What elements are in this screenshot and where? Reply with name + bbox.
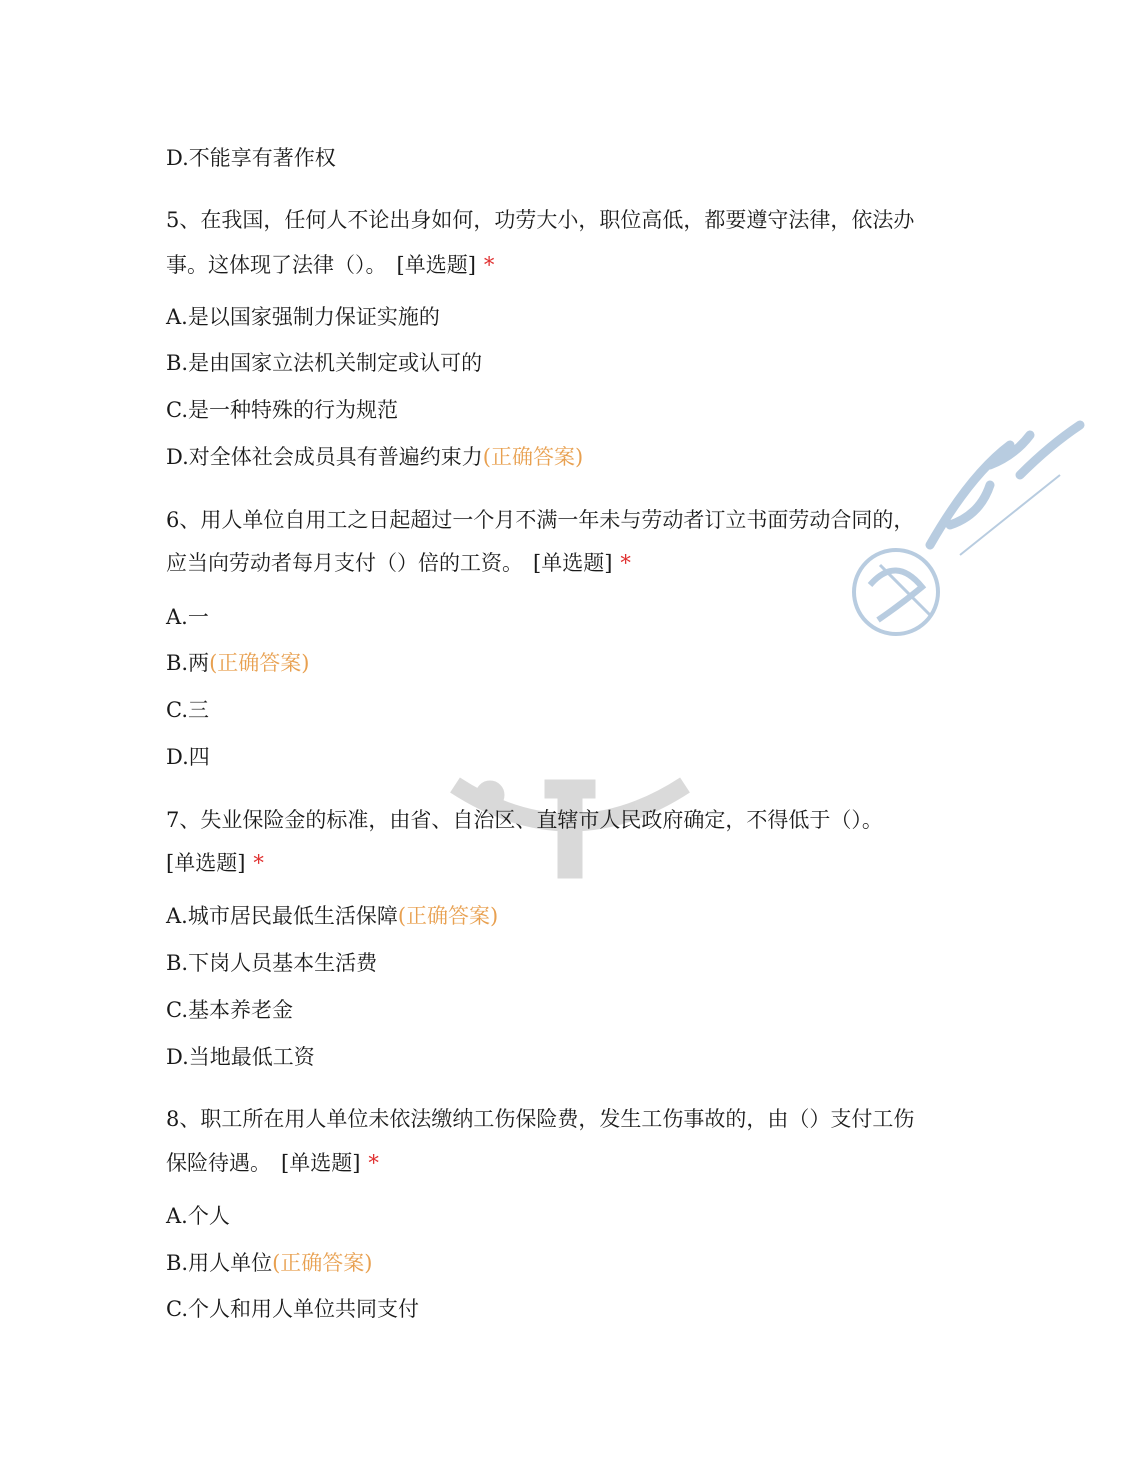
question-line <box>166 1153 379 1174</box>
line-text: 保险待遇。 <box>166 1151 271 1175</box>
line-text: D.对全体社会成员具有普遍约束力 <box>166 445 483 469</box>
text-line <box>166 810 883 831</box>
line-text: D.四 <box>166 745 210 769</box>
line-text: A.是以国家强制力保证实施的 <box>166 305 440 329</box>
question-type-tag: [单选题] <box>166 851 246 875</box>
correct-answer-label: (正确答案) <box>482 445 584 469</box>
text-line <box>166 400 398 421</box>
correct-answer-label: (正确答案) <box>209 651 310 675</box>
text-line <box>166 353 482 374</box>
question-line <box>166 853 264 874</box>
line-text: 5、在我国，任何人不论出身如何，功劳大小，职位高低，都要遵守法律，依法办 <box>166 208 915 232</box>
text-line <box>166 1047 315 1068</box>
required-star: * <box>483 253 495 277</box>
correct-answer-label: (正确答案) <box>397 904 499 928</box>
line-text: 6、用人单位自用工之日起超过一个月不满一年未与劳动者订立书面劳动合同的， <box>166 508 915 532</box>
option-line-correct <box>166 447 583 468</box>
text-line <box>166 607 209 628</box>
text-line <box>166 1206 230 1227</box>
line-text: C.是一种特殊的行为规范 <box>166 398 398 422</box>
line-text: 7、失业保险金的标准，由省、自治区、直辖市人民政府确定，不得低于（）。 <box>166 808 883 832</box>
text-line <box>166 510 914 531</box>
line-text: C.个人和用人单位共同支付 <box>166 1297 419 1321</box>
option-line-correct <box>166 906 498 927</box>
text-line <box>166 307 440 328</box>
question-line <box>166 553 631 574</box>
text-line <box>166 700 209 721</box>
text-line <box>166 1299 419 1320</box>
line-text: C.基本养老金 <box>166 998 293 1022</box>
text-line <box>166 210 914 231</box>
correct-answer-label: (正确答案) <box>272 1251 373 1275</box>
question-type-tag: [单选题] <box>396 253 476 277</box>
line-text: A.一 <box>166 605 209 629</box>
line-text: B.是由国家立法机关制定或认可的 <box>166 351 483 375</box>
line-text: A.城市居民最低生活保障 <box>166 904 398 928</box>
option-line-correct <box>166 1253 373 1274</box>
line-text: B.用人单位 <box>166 1251 273 1275</box>
line-text: A.个人 <box>166 1204 230 1228</box>
line-text: 应当向劳动者每月支付（）倍的工资。 <box>166 551 523 575</box>
line-text: B.下岗人员基本生活费 <box>166 951 378 975</box>
line-text: D.当地最低工资 <box>166 1045 315 1069</box>
required-star: * <box>368 1151 379 1175</box>
required-star: * <box>620 551 631 575</box>
option-line-correct <box>166 653 310 674</box>
text-line <box>166 148 336 169</box>
line-text: C.三 <box>166 698 209 722</box>
text-line <box>166 953 377 974</box>
line-text: D.不能享有著作权 <box>166 146 336 170</box>
text-line <box>166 1000 293 1021</box>
question-type-tag: [单选题] <box>533 551 613 575</box>
line-text: 事。这体现了法律（）。 <box>166 253 387 277</box>
required-star: * <box>253 851 264 875</box>
line-text: 8、职工所在用人单位未依法缴纳工伤保险费，发生工伤事故的，由（）支付工伤 <box>166 1107 915 1131</box>
text-line <box>166 1109 914 1130</box>
question-line <box>166 255 494 276</box>
question-type-tag: [单选题] <box>281 1151 361 1175</box>
line-text: B.两 <box>166 651 210 675</box>
text-line <box>166 747 210 768</box>
